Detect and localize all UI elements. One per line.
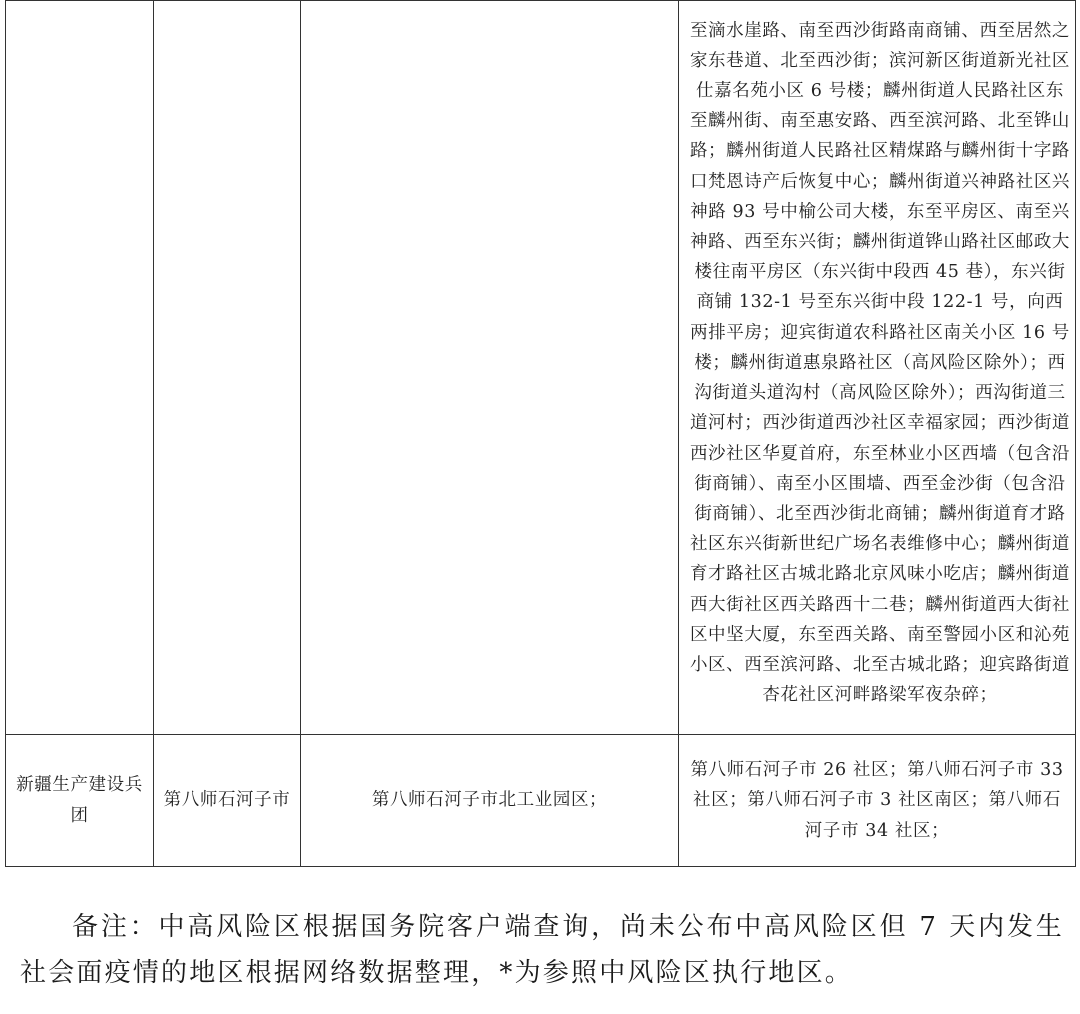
- high-risk-cell-empty: [301, 1, 679, 735]
- footnote-remark: 备注：中高风险区根据国务院客户端查询，尚未公布中高风险区但 7 天内发生社会面疫情的地区根据网络数据整理，*为参照中风险区执行地区。: [20, 912, 1064, 988]
- medium-risk-cell-continuation: [679, 1, 1076, 735]
- medium-risk-cell: [679, 735, 1076, 867]
- medium-risk-text: 至滴水崖路、南至西沙街路南商铺、西至居然之家东巷道、北至西沙街；滨河新区街道新光社区仕嘉名苑小区 6 号楼；麟州街道人民路社区东至麟州街、南至惠安路、西至滨河路、北至铧山路；麟州街道人民路社区精煤路与麟州街十字路口梵恩诗产后恢复中心；麟州街道兴神路社区兴神路 93 号中榆公司大楼，东至平房区、南至兴神路、西至东兴街；麟州街道铧山路社区邮政大楼往南平房区（东兴街中段西 45 巷），东兴街商铺 132-1 号至东兴街中段 122-1 号，向西两排平房；迎宾街道农科路社区南关小区 16 号楼；麟州街道惠泉路社区（高风险区除外）；西沟街道头道沟村（高风险区除外）；西沟街道三道河村；西沙街道西沙社区幸福家园；西沙街道西沙社区华夏首府，东至林业小区西墙（包含沿街商铺）、南至小区围墙、西至金沙街（包含沿街商铺）、北至西沙街北商铺；麟州街道育才路社区东兴街新世纪广场名表维修中心；麟州街道育才路社区古城北路北京风味小吃店；麟州街道西大街社区西关路西十二巷；麟州街道西大街社区中坚大厦，东至西关路、南至警园小区和沁苑小区、西至滨河路、北至古城北路；迎宾路街道杏花社区河畔路梁军夜杂碎；: [689, 20, 1071, 706]
- risk-area-table: [5, 0, 1075, 866]
- province-cell-empty: [6, 1, 154, 735]
- table-row-continuation: [6, 1, 1076, 735]
- table-row: [6, 735, 1076, 867]
- city-name: 第八师石河子市: [163, 790, 291, 811]
- medium-risk-text: 第八师石河子市 26 社区；第八师石河子市 33 社区；第八师石河子市 3 社区南区；第八师石河子市 34 社区；: [690, 760, 1064, 841]
- province-cell: [6, 735, 154, 867]
- city-cell: [154, 735, 301, 867]
- risk-area-table-grid: [5, 0, 1076, 867]
- city-cell-empty: [154, 1, 301, 735]
- province-name: 新疆生产建设兵团: [16, 775, 143, 826]
- high-risk-text: 第八师石河子市北工业园区；: [371, 790, 608, 811]
- high-risk-cell: [301, 735, 679, 867]
